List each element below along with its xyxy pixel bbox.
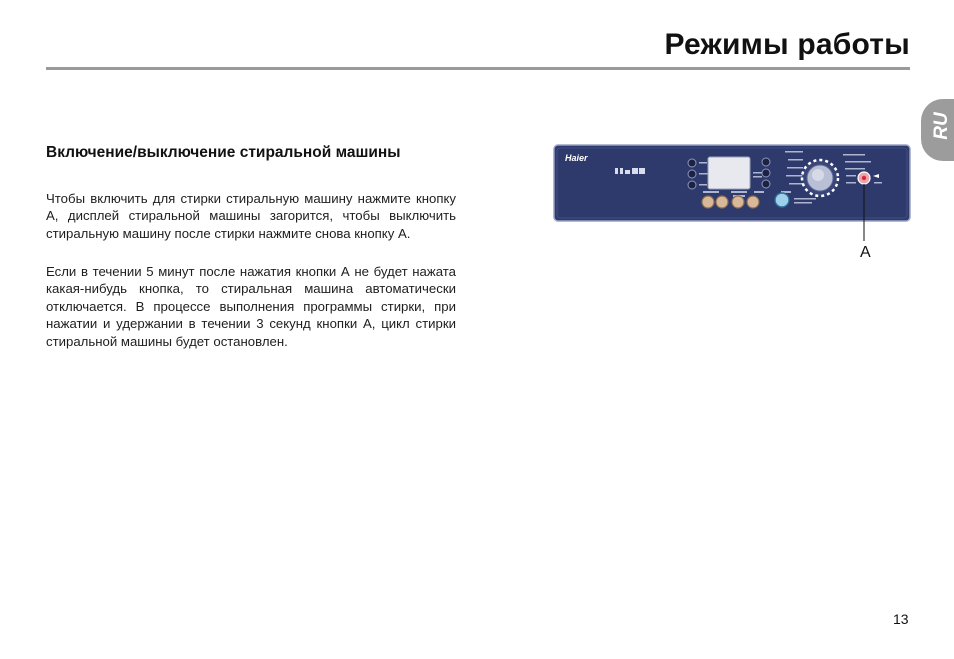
- section-heading: Включение/выключение стиральной машины: [46, 144, 401, 161]
- control-panel-illustration: [553, 144, 913, 266]
- start-button-caption-2: [794, 202, 812, 204]
- page-title: Режимы работы: [664, 28, 910, 61]
- control-panel-svg: [553, 144, 913, 266]
- function-button-2: [716, 196, 728, 208]
- language-tab: [921, 99, 954, 161]
- start-pause-button: [775, 193, 789, 207]
- callout-label-a: A: [860, 244, 871, 261]
- program-selector-dial: [802, 160, 838, 196]
- start-button-caption: [794, 198, 816, 200]
- language-tab-label: RU: [931, 112, 952, 140]
- brand-logo: Haier: [565, 153, 588, 163]
- title-divider: [46, 67, 910, 70]
- power-button-indicator: [862, 176, 866, 180]
- function-button-4: [747, 196, 759, 208]
- function-button-1: [702, 196, 714, 208]
- paragraph-power-on-off: Чтобы включить для стирки стиральную машину нажмите кнопку А, дисплей стиральной машины загорится, чтобы выключить стиральную машину после стирки нажмите снова кнопку А.: [46, 191, 456, 241]
- function-button-3: [732, 196, 744, 208]
- page-number: 13: [893, 611, 909, 627]
- power-button-caption: [874, 182, 882, 184]
- display-screen: [708, 157, 750, 189]
- paragraph-auto-off: Если в течении 5 минут после нажатия кнопки А не будет нажата какая-нибудь кнопка, то стиральная машина автоматически отключается. В процессе выполнения программы стирки, при нажатии и удержании в течении 3 секунд кнопки А, цикл стирки стиральной машины будет остановлен.: [46, 264, 456, 349]
